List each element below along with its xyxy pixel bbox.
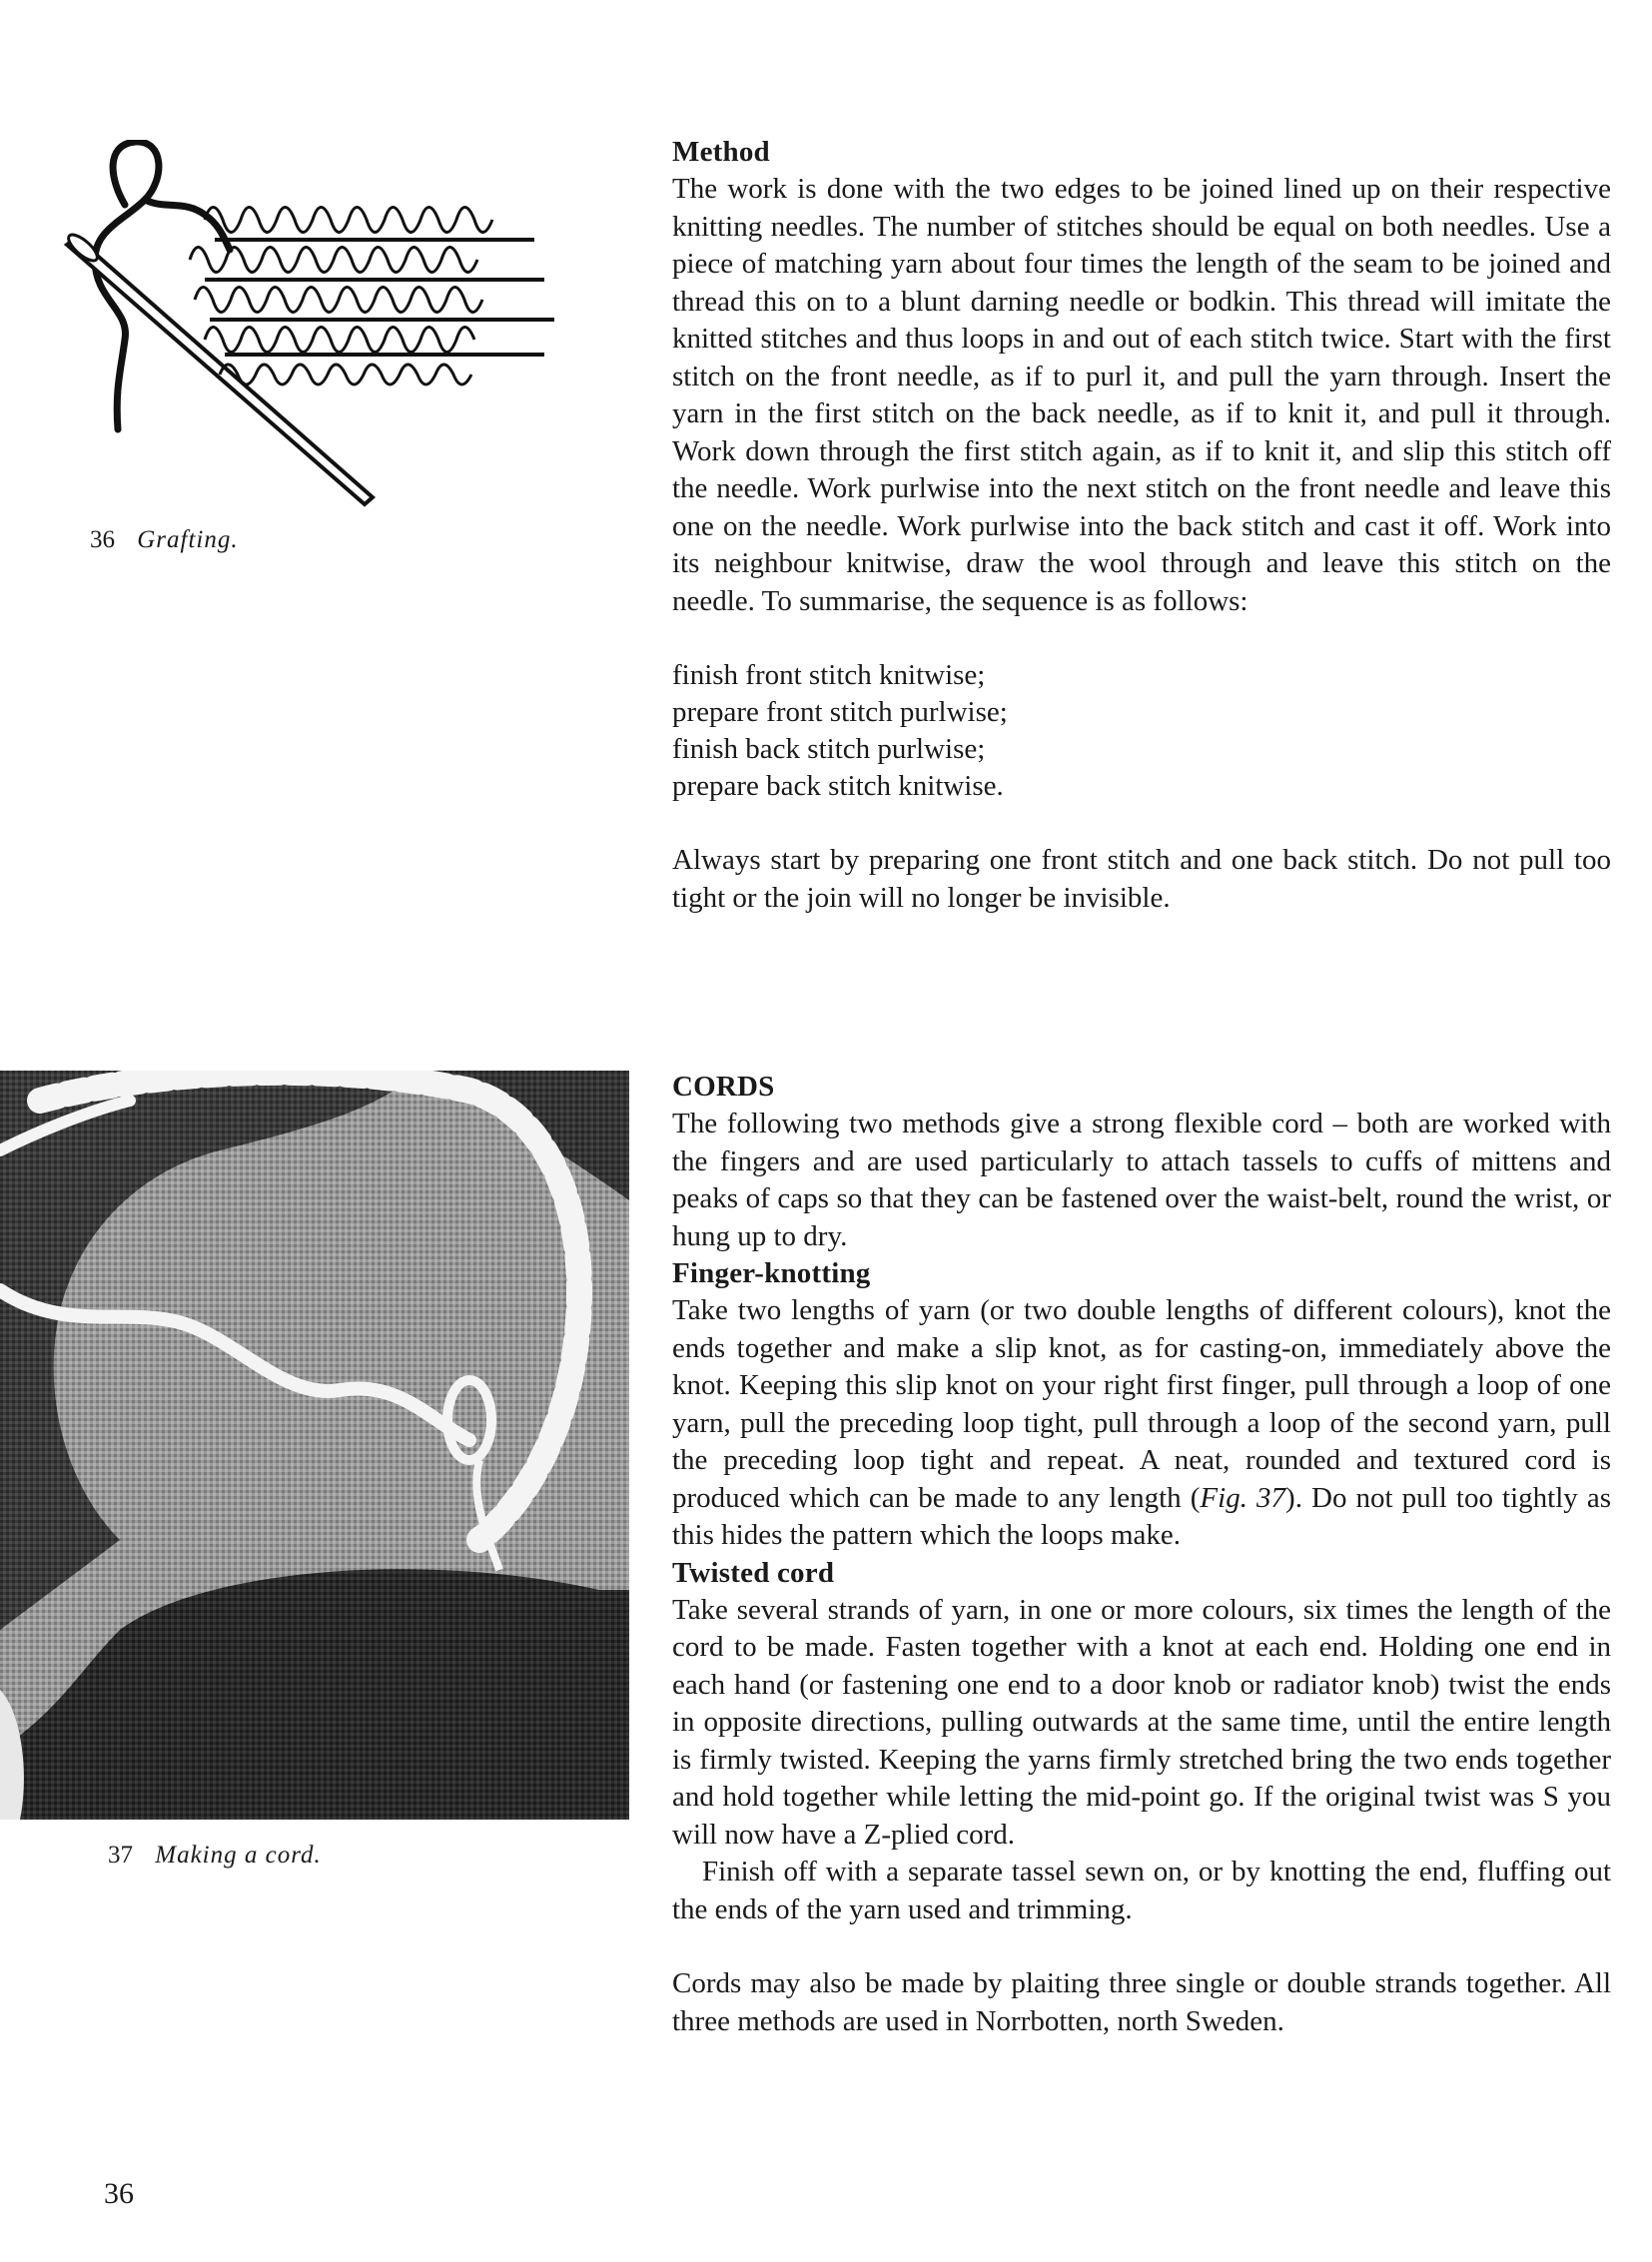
twisted-cord-finish: Finish off with a separate tassel sewn on, or by knotting the end, fluffing out the ends of the yarn used and trimming. — [672, 1856, 1611, 1925]
figure-caption-text: Making a cord. — [155, 1842, 322, 1869]
knitted-stitches — [190, 208, 554, 385]
twisted-cord-heading: Twisted cord — [672, 1556, 835, 1589]
sequence-item: finish front stitch knitwise; — [672, 659, 986, 691]
sequence-list — [672, 657, 1611, 805]
cords-intro: The following two methods give a strong flexible cord – both are worked with the fingers and are used particularly to attach tassels to cuffs of mittens and peaks of caps so that they can be fastened over the waist-belt, round the wrist, or hung up to dry. — [672, 1108, 1611, 1252]
figure-number: 36 — [90, 526, 115, 553]
method-section — [672, 134, 1611, 917]
method-heading: Method — [672, 136, 770, 168]
sequence-item: prepare back stitch knitwise. — [672, 770, 1004, 802]
finger-knotting-text: Take two lengths of yarn (or two double lengths of different colours), knot the ends together and make a slip knot, as for casting-on, immediately above the knot. Keeping this slip knot on your right first finger, pull through a loop of one yarn, pull the preceding loop tight, pull through a loop of the second yarn, pull the preceding loop tight and repeat. A neat, rounded and textured cord is produced which can be made to any length ( — [672, 1294, 1611, 1514]
figure-number: 37 — [108, 1842, 133, 1869]
figure-reference: Fig. 37 — [1200, 1481, 1286, 1514]
sequence-item: prepare front stitch purlwise; — [672, 696, 1008, 728]
method-closing: Always start by preparing one front stitch and one back stitch. Do not pull too tight or the join will no longer be invisible. — [672, 844, 1611, 914]
figure-caption-text: Grafting. — [137, 526, 239, 553]
making-a-cord-photo — [0, 1071, 629, 1820]
page-number: 36 — [104, 2177, 134, 2210]
twisted-cord-paragraph: Take several strands of yarn, in one or more colours, six times the length of the cord to be made. Fasten together with a knot at each end. Holding one end in each hand (or fastening one end to a door knob or radiator knob) twist the ends in opposite directions, pulling outwards at the same time, until the entire length is firmly twisted. Keeping the yarns firmly stretched bring the two ends together and hold together while letting the mid-point go. If the original twist was S you will now have a Z-plied cord. — [672, 1593, 1611, 1851]
figure-37-caption — [108, 1841, 322, 1871]
plaiting-paragraph: Cords may also be made by plaiting three single or double strands together. All three methods are used in Norrbotten, north Sweden. — [672, 1967, 1611, 2037]
cords-section — [672, 1069, 1611, 2040]
cords-heading: CORDS — [672, 1071, 775, 1103]
sequence-item: finish back stitch purlwise; — [672, 733, 986, 765]
finger-knotting-paragraph — [672, 1292, 1611, 1555]
finger-knotting-text-end: ). Do not pull too tightly as this hides the pattern which the loops make. — [672, 1481, 1611, 1551]
grafting-illustration — [55, 140, 634, 519]
finger-knotting-heading: Finger-knotting — [672, 1257, 871, 1289]
method-paragraph: The work is done with the two edges to be joined lined up on their respective knitting needles. The number of stitches should be equal on both needles. Use a piece of matching yarn about four times the length of the seam to be joined and thread this on to a blunt darning needle or bodkin. This thread will imitate the knitted stitches and thus loops in and out of each stitch twice. Start with the first stitch on the front needle, as if to purl it, and pull the yarn through. Insert the yarn in the first stitch on the back needle, as if to knit it, and pull it through. Work down through the first stitch again, as if to knit it, and slip this stitch off the needle. Work purlwise into the next stitch on the front needle and leave this one on the needle. Work purlwise into the back stitch and cast it off. Work into its neighbour knitwise, draw the wool through and leave this stitch on the needle. To summarise, the sequence is as follows: — [672, 173, 1611, 617]
figure-36-caption — [90, 525, 239, 555]
